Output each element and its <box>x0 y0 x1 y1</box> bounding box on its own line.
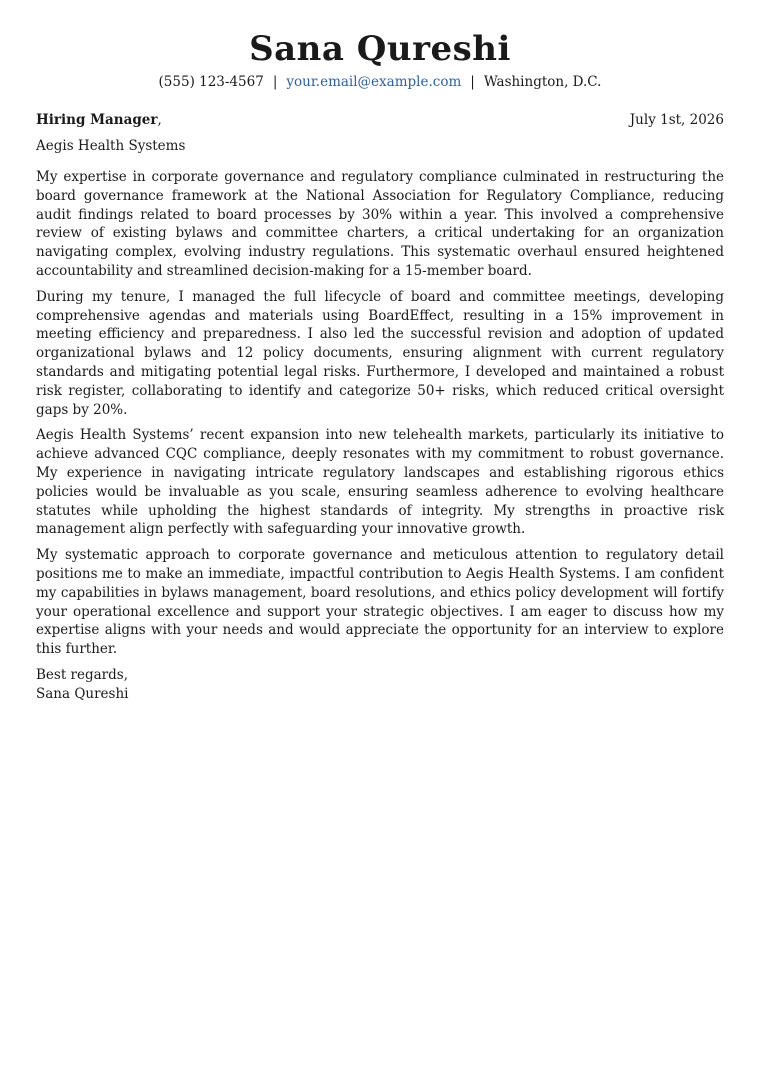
body-paragraph: My expertise in corporate governance and regulatory compliance culminated in restructuring the board governance framework at the National Association for Regulatory Compliance, reducing audit findings related to board processes by 30% within a year. This involved a comprehensive review of existing bylaws and committee charters, a critical undertaking for an organization navigating complex, evolving industry regulations. This systematic overhaul ensured heightened accountability and streamlined decision-making for a 15-member board. <box>36 169 724 279</box>
signature-name: Sana Qureshi <box>36 685 129 702</box>
recipient-name: Hiring Manager <box>36 112 158 128</box>
company-name: Aegis Health Systems <box>36 138 186 154</box>
contact-line <box>36 72 724 92</box>
body-paragraph: During my tenure, I managed the full lifecycle of board and committee meetings, developing comprehensive agendas and materials using BoardEffect, resulting in a 15% improvement in meeting efficiency and preparedness. I also led the successful revision and adoption of updated organizational bylaws and 12 policy documents, ensuring alignment with current regulatory standards and mitigating potential legal risks. Furthermore, I developed and maintained a robust risk register, collaborating to identify and categorize 50+ risks, which reduced critical oversight gaps by 20%. <box>36 288 724 418</box>
location: Washington, D.C. <box>483 74 602 90</box>
phone-number: (555) 123-4567 <box>158 74 264 90</box>
applicant-name: Sana Qureshi <box>249 29 511 69</box>
recipient-comma: , <box>157 112 162 128</box>
body-paragraph: Aegis Health Systems’ recent expansion into new telehealth markets, particularly its initiative to achieve advanced CQC compliance, deeply resonates with my commitment to robust governance. My experience in navigating intricate regulatory landscapes and establishing rigorous ethics policies would be invaluable as you scale, ensuring seamless adherence to evolving healthcare statutes while upholding the highest standards of integrity. My strengths in proactive risk management align perfectly with safeguarding your innovative growth. <box>36 427 724 538</box>
closing-block <box>36 666 724 704</box>
body-paragraph: My systematic approach to corporate governance and meticulous attention to regulatory detail positions me to make an immediate, impactful contribution to Aegis Health Systems. I am confident my capabilities in bylaws management, board resolutions, and ethics policy development will fortify your operational excellence and support your strategic objectives. I am eager to discuss how my expertise aligns with your needs and would appreciate the opportunity for an interview to explore this further. <box>36 547 724 658</box>
email-link[interactable]: your.email@example.com <box>286 74 462 90</box>
contact-separator: | <box>470 74 475 90</box>
contact-separator: | <box>272 74 278 90</box>
recipient <box>36 110 162 130</box>
letter-date: July 1st, 2026 <box>629 112 724 128</box>
closing-phrase: Best regards, <box>36 666 129 683</box>
recipient-date-row <box>36 110 724 130</box>
